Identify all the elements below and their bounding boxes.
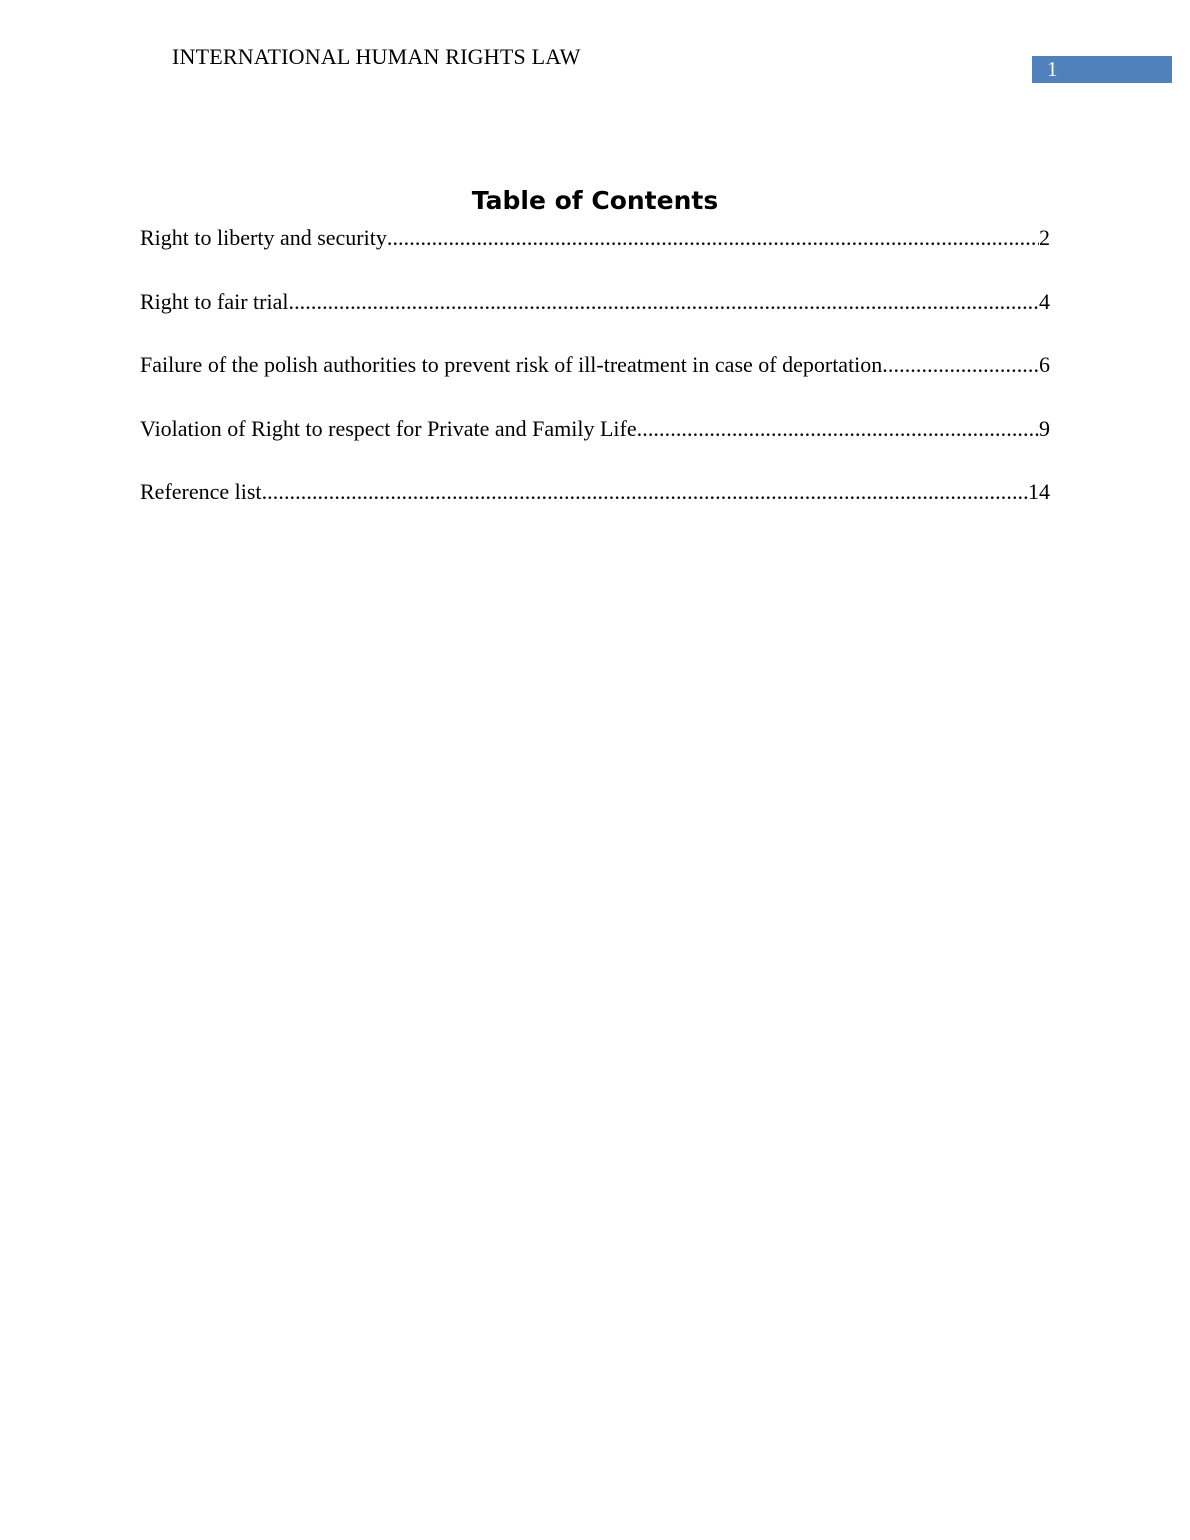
toc-leader-dots: [637, 415, 1039, 443]
toc-entry-page: 14: [1028, 479, 1050, 504]
toc-entry-fair-trial[interactable]: [140, 288, 1050, 352]
toc-entry-ill-treatment[interactable]: [140, 351, 1050, 415]
toc-entry-text: Right to liberty and security: [140, 225, 387, 250]
toc-title: Table of Contents: [471, 186, 719, 215]
page-number-box: [1032, 56, 1172, 83]
toc-entry-page: 4: [1039, 288, 1050, 314]
toc-entry-text: Reference list: [140, 479, 262, 504]
running-head: INTERNATIONAL HUMAN RIGHTS LAW: [172, 44, 581, 69]
toc-leader-dots: [288, 288, 1039, 316]
toc-entry-page: 9: [1039, 415, 1050, 441]
toc-entry-text: Failure of the polish authorities to prevent risk of ill-treatment in case of deportation: [140, 352, 883, 377]
toc-entry-liberty-security[interactable]: [140, 224, 1050, 288]
toc-entry-page: 6: [1039, 352, 1050, 377]
toc-entry-reference-list[interactable]: [140, 478, 1050, 542]
toc-list: [140, 224, 1050, 542]
page-number: 1: [1047, 57, 1058, 81]
toc-leader-dots: [262, 478, 1028, 506]
toc-entry-text: Right to fair trial: [140, 288, 289, 314]
toc-entry-private-family-life[interactable]: [140, 415, 1050, 479]
toc-leader-dots: [387, 224, 1039, 252]
toc-entry-text: Violation of Right to respect for Private and Family Life: [140, 415, 637, 441]
toc-entry-page: 2: [1039, 225, 1050, 250]
toc-leader-dots: [882, 351, 1039, 379]
